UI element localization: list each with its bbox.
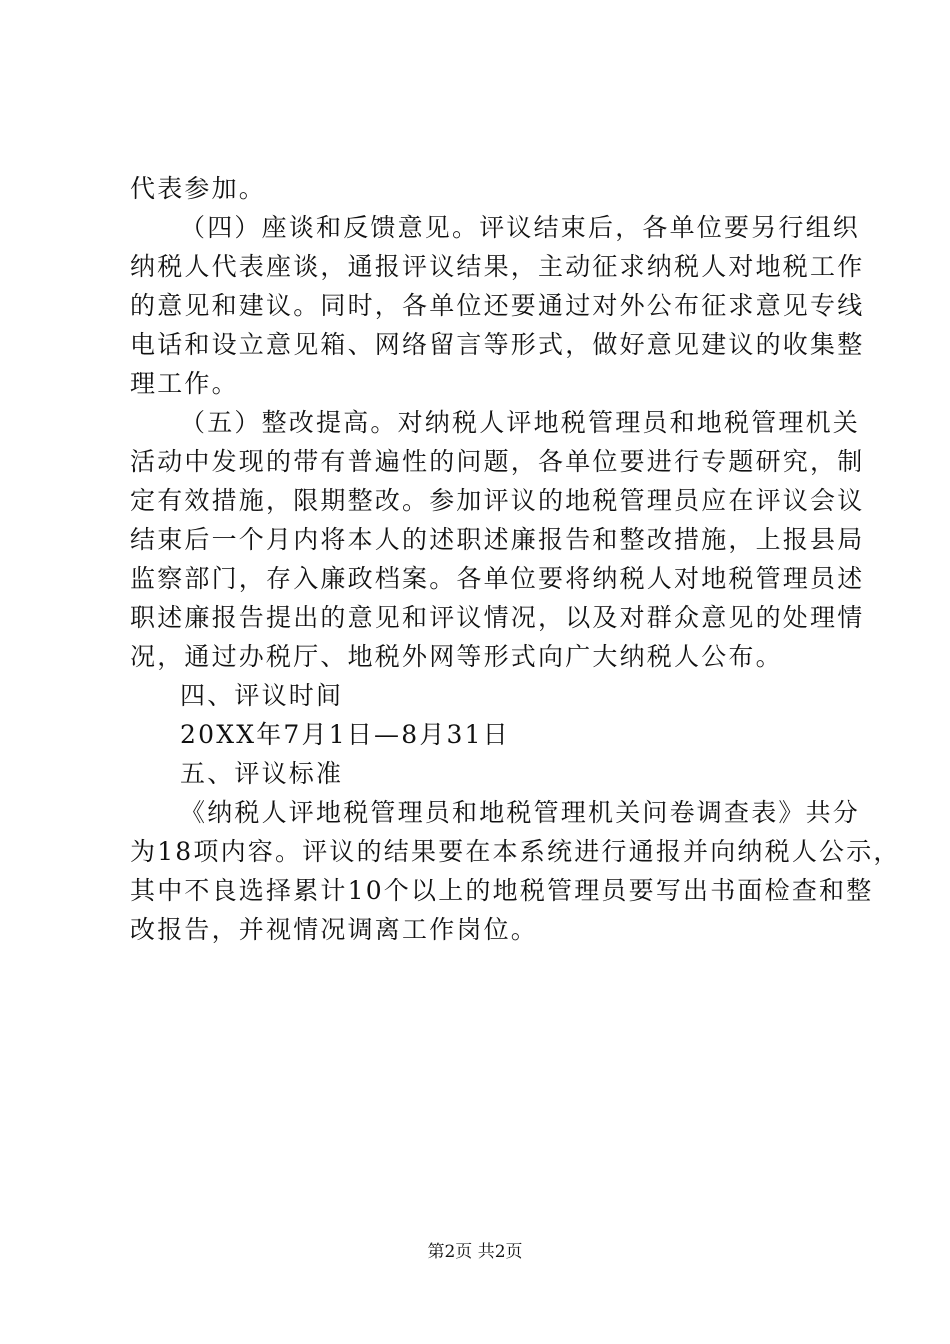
body-line: 结束后一个月内将本人的述职述廉报告和整改措施，上报县局 [130, 525, 865, 554]
body-line: 为18项内容。评议的结果要在本系统进行通报并向纳税人公示， [130, 837, 901, 866]
body-line: 的意见和建议。同时，各单位还要通过对外公布征求意见专线 [130, 291, 865, 320]
body-line: 监察部门，存入廉政档案。各单位要将纳税人对地税管理员述 [130, 564, 865, 593]
body-line: 代表参加。 [130, 174, 267, 203]
body-line: 20XX年7月1日—8月31日 [180, 720, 510, 749]
body-line: 电话和设立意见箱、网络留言等形式，做好意见建议的收集整 [130, 330, 865, 359]
body-line: 《纳税人评地税管理员和地税管理机关问卷调查表》共分 [180, 798, 861, 827]
body-line: 理工作。 [130, 369, 239, 398]
body-line: 纳税人代表座谈，通报评议结果，主动征求纳税人对地税工作 [130, 252, 865, 281]
body-line: 其中不良选择累计10个以上的地税管理员要写出书面检查和整 [130, 876, 874, 905]
body-line: 活动中发现的带有普遍性的问题，各单位要进行专题研究，制 [130, 447, 865, 476]
body-line: 况，通过办税厅、地税外网等形式向广大纳税人公布。 [130, 642, 783, 671]
body-line: 定有效措施，限期整改。参加评议的地税管理员应在评议会议 [130, 486, 865, 515]
page-number-footer: 第2页 共2页 [427, 1242, 523, 1262]
section-heading: 五、评议标准 [180, 759, 344, 788]
section-heading: 四、评议时间 [180, 681, 344, 710]
body-line: （五）整改提高。对纳税人评地税管理员和地税管理机关 [180, 408, 861, 437]
body-line: （四）座谈和反馈意见。评议结束后，各单位要另行组织 [180, 213, 861, 242]
body-line: 职述廉报告提出的意见和评议情况，以及对群众意见的处理情 [130, 603, 865, 632]
document-body [130, 169, 901, 949]
body-line: 改报告，并视情况调离工作岗位。 [130, 915, 539, 944]
